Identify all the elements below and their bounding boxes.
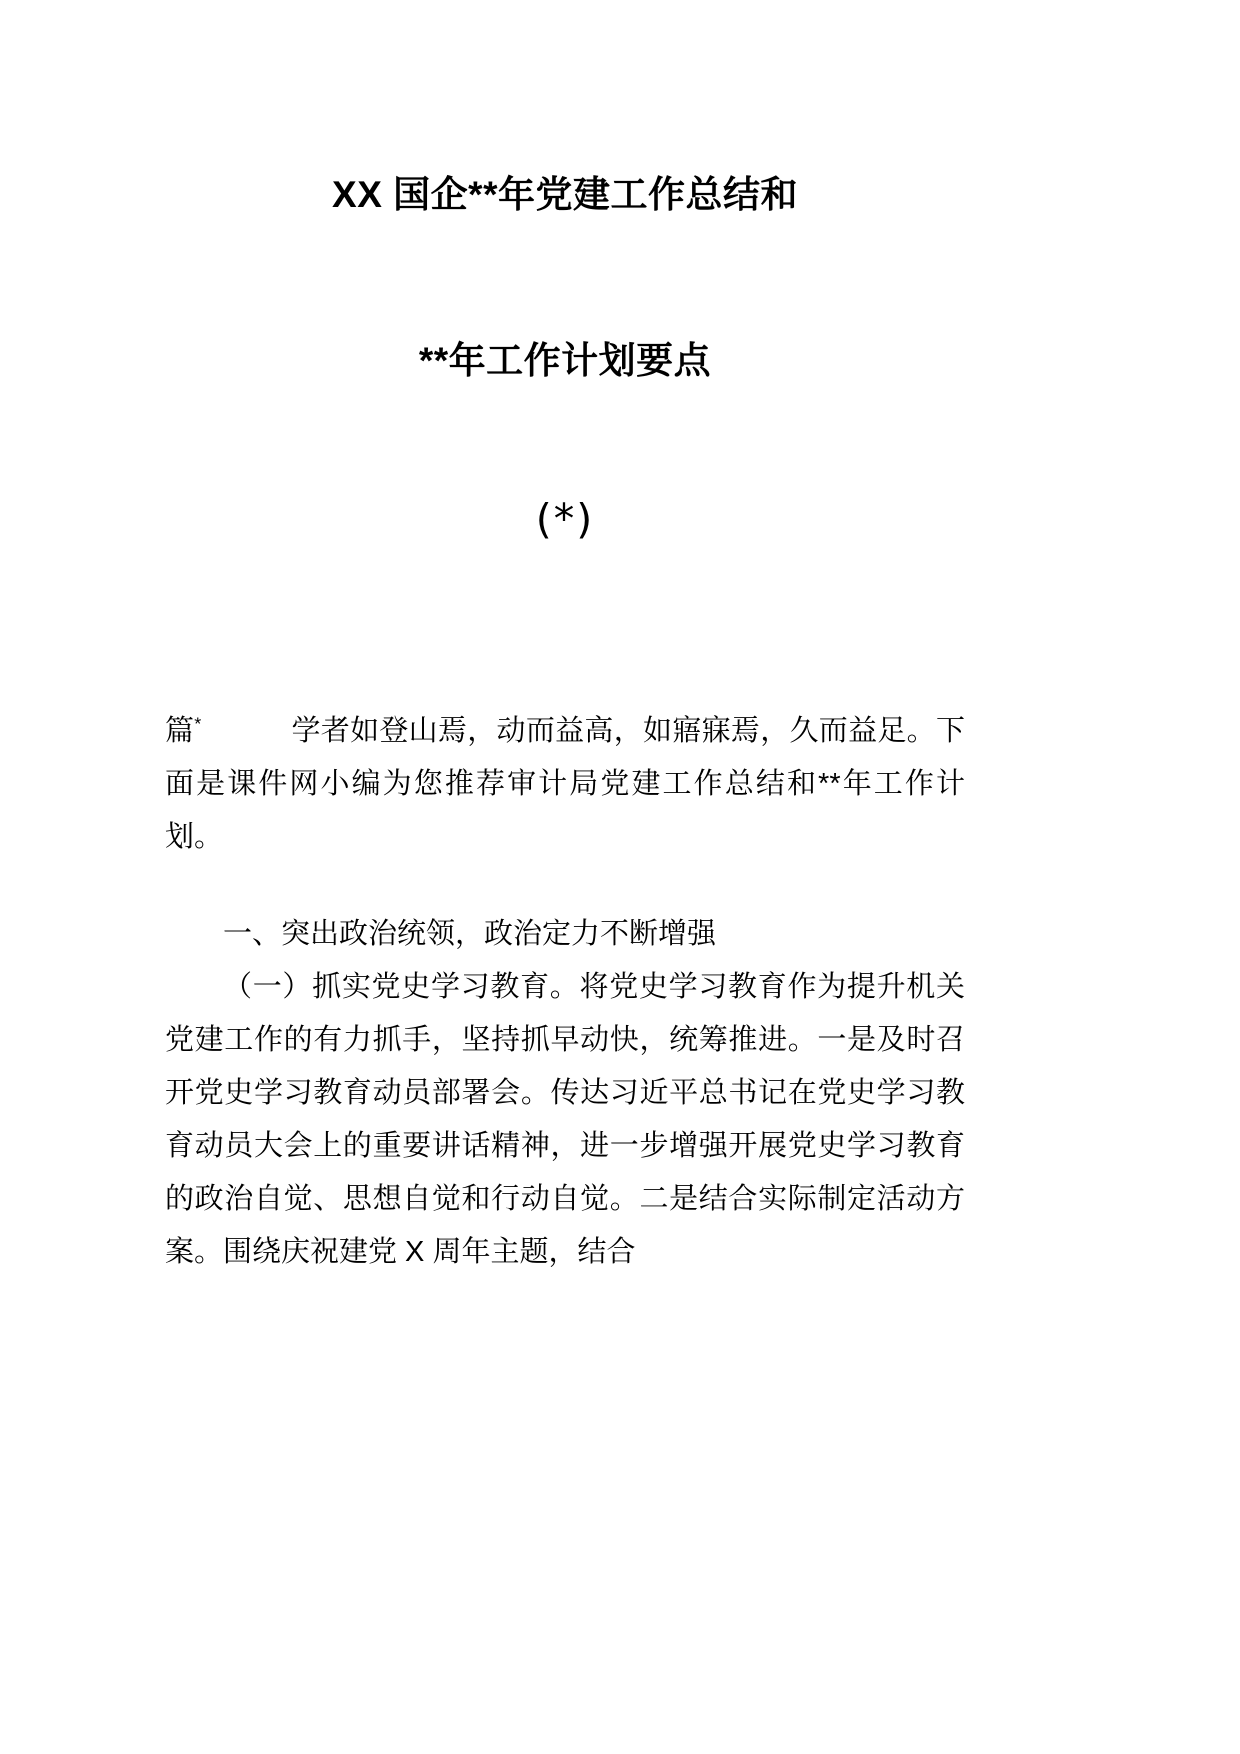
intro-text: 学者如登山焉，动而益高，如寤寐焉，久而益足。下面是课件网小编为您推荐审计局党建工作总结和**年工作计划。 [165,715,965,854]
paragraph-spacer [165,864,965,908]
document-body [165,705,965,1279]
section-paragraph-1: （一）抓实党史学习教育。将党史学习教育作为提升机关党建工作的有力抓手，坚持抓早动快，统筹推进。一是及时召开党史学习教育动员部署会。传达习近平总书记在党史学习教育动员大会上的重要讲话精神，进一步增强开展党史学习教育的政治自觉、思想自觉和行动自觉。二是结合实际制定活动方案。围绕庆祝建党 X 周年主题，结合 [165,971,965,1269]
intro-label: 篇 [165,715,195,748]
document-title-line-1: XX 国企**年党建工作总结和 [332,174,798,215]
section-heading-1: 一、突出政治统领，政治定力不断增强 [223,918,717,951]
document-title-mark: (*) [535,495,595,544]
intro-paragraph [165,705,965,864]
intro-label-superscript: * [194,713,202,734]
document-title-line-2: **年工作计划要点 [418,339,712,381]
document-content [165,0,965,1279]
